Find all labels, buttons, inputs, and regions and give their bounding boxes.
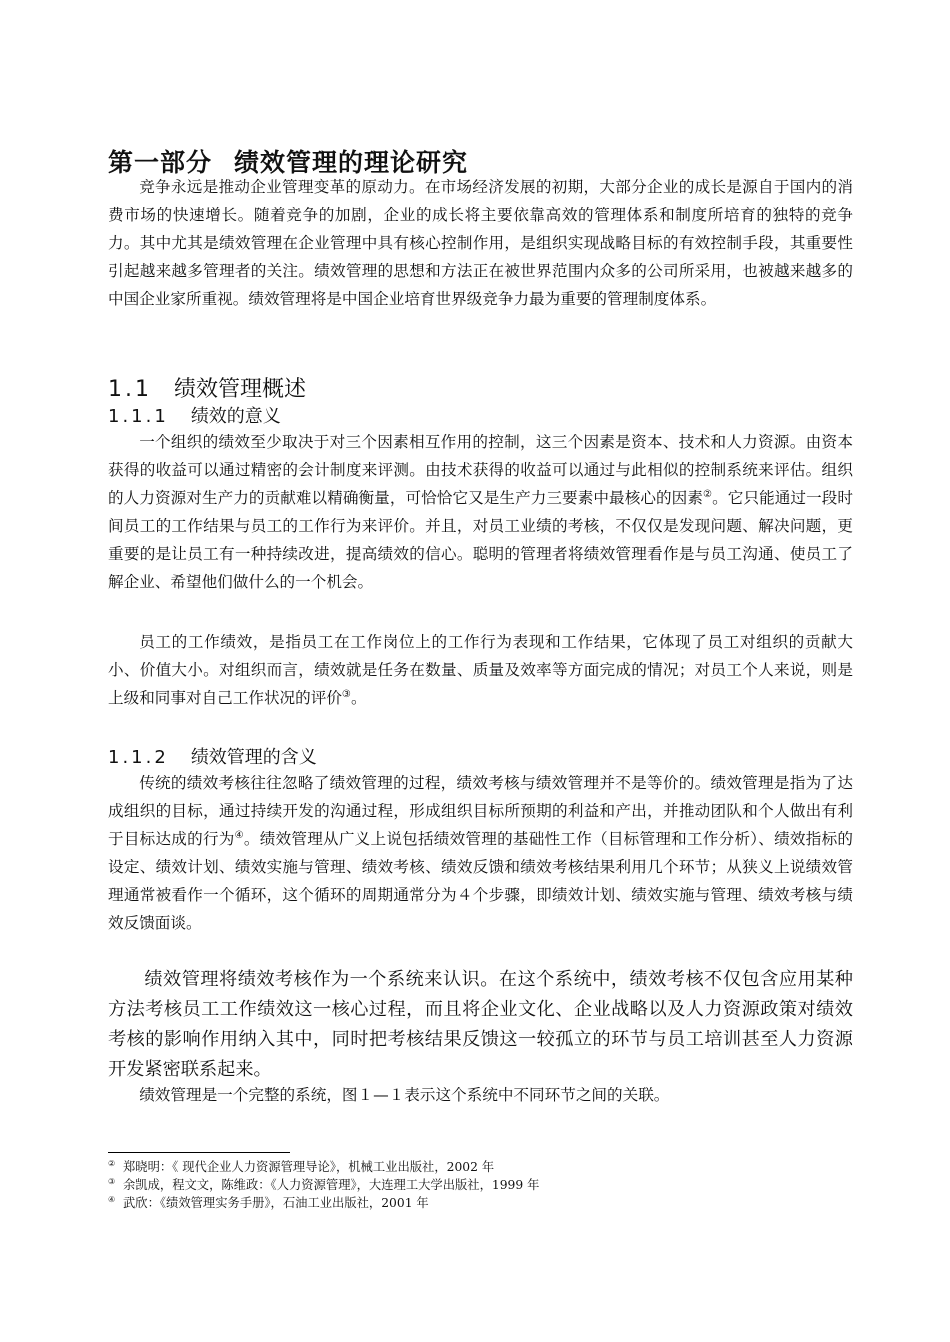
footnote-text: 余凯成，程文文，陈维政：《人力资源管理》，大连理工大学出版社，1999 年 — [123, 1178, 540, 1192]
meaning-paragraph-2-text-a: 员工的工作绩效，是指员工在工作岗位上的工作行为表现和工作结果，它体现了员工对组织的贡献大小、价值大小。对组织而言，绩效就是任务在数量、质量及效率等方面完成的情况；对员工个人来说，则是上级和同事对自己工作状况的评价 — [108, 633, 853, 707]
meaning-paragraph-2 — [108, 628, 853, 712]
footnote-text: 武欣：《绩效管理实务手册》，石油工业出版社，2001 年 — [123, 1196, 429, 1210]
section-1-1-1-heading — [108, 402, 281, 428]
footnote-separator — [108, 1152, 290, 1153]
footnote-2 — [108, 1159, 494, 1176]
footnote-ref-3[interactable]: ③ — [341, 688, 351, 700]
definition-paragraph-3: 绩效管理是一个完整的系统，图１—１表示这个系统中不同环节之间的关联。 — [139, 1086, 670, 1104]
meaning-paragraph-1 — [108, 428, 853, 596]
section-number: 1.1 — [108, 377, 152, 402]
footnote-mark: ③ — [108, 1176, 116, 1186]
meaning-paragraph-1-text-a: 一个组织的绩效至少取决于对三个因素相互作用的控制，这三个因素是资本、技术和人力资源。由资本获得的收益可以通过精密的会计制度来评测。由技术获得的收益可以通过与此相似的控制系统来评估。组织的人力资源对生产力的贡献难以精确衡量，可恰恰它又是生产力三要素中最核心的因素 — [108, 433, 853, 507]
intro-paragraph: 竞争永远是推动企业管理变革的原动力。在市场经济发展的初期，大部分企业的成长是源自于国内的消费市场的快速增长。随着竞争的加剧，企业的成长将主要依靠高效的管理体系和制度所培育的独特的竞争力。其中尤其是绩效管理在企业管理中具有核心控制作用，是组织实现战略目标的有效控制手段，其重要性引起越来越多管理者的关注。绩效管理的思想和方法正在被世界范围内众多的公司所采用，也被越来越多的中国企业家所重视。绩效管理将是中国企业培育世界级竞争力最为重要的管理制度体系。 — [108, 178, 853, 308]
subsection-title: 绩效的意义 — [190, 406, 281, 427]
subsection-number: 1.1.2 — [108, 747, 169, 768]
footnote-text: 郑晓明：《 现代企业人力资源管理导论》，机械工业出版社，2002 年 — [123, 1160, 495, 1174]
footnote-mark: ② — [108, 1158, 116, 1168]
section-title: 绩效管理概述 — [174, 377, 307, 402]
footnote-4 — [108, 1195, 429, 1212]
footnote-3 — [108, 1177, 539, 1194]
meaning-paragraph-1-text-b: 。它只能通过一段时间员工的工作结果与员工的工作行为来评价。并且，对员工业绩的考核，不仅仅是发现问题、解决问题，更重要的是让员工有一种持续改进，提高绩效的信心。聪明的管理者将绩效管理看作是与员工沟通、使员工了解企业、希望他们做什么的一个机会。 — [108, 489, 853, 591]
subsection-title: 绩效管理的含义 — [190, 747, 317, 768]
meaning-paragraph-2-text-b: 。 — [351, 689, 367, 707]
section-1-1-2-heading — [108, 743, 317, 769]
definition-paragraph-2: 绩效管理将绩效考核作为一个系统来认识。在这个系统中，绩效考核不仅包含应用某种方法考核员工工作绩效这一核心过程，而且将企业文化、企业战略以及人力资源政策对绩效考核的影响作用纳入其中，同时把考核结果反馈这一较孤立的环节与员工培训甚至人力资源开发紧密联系起来。 — [108, 969, 853, 1080]
footnote-ref-2[interactable]: ② — [702, 488, 713, 500]
part-heading-label: 第一部分 — [108, 148, 213, 177]
footnote-mark: ④ — [108, 1194, 116, 1204]
definition-paragraph-1 — [108, 769, 853, 937]
section-1-1-heading — [108, 372, 306, 403]
subsection-number: 1.1.1 — [108, 406, 169, 427]
part-heading-title: 绩效管理的理论研究 — [234, 148, 469, 177]
definition-paragraph-1-text-b: 。绩效管理从广义上说包括绩效管理的基础性工作（目标管理和工作分析）、绩效指标的设定、绩效计划、绩效实施与管理、绩效考核、绩效反馈和绩效考核结果利用几个环节；从狭义上说绩效管理通常被看作一个循环，这个循环的周期通常分为４个步骤，即绩效计划、绩效实施与管理、绩效考核与绩效反馈面谈。 — [108, 830, 853, 932]
definition-paragraph-1-text-a: 传统的绩效考核往往忽略了绩效管理的过程，绩效考核与绩效管理并不是等价的。绩效管理是指为了达成组织的目标，通过持续开发的沟通过程，形成组织目标所预期的利益和产出，并推动团队和个人做出有利于目标达成的行为 — [108, 774, 853, 848]
footnote-ref-4[interactable]: ④ — [234, 829, 244, 841]
